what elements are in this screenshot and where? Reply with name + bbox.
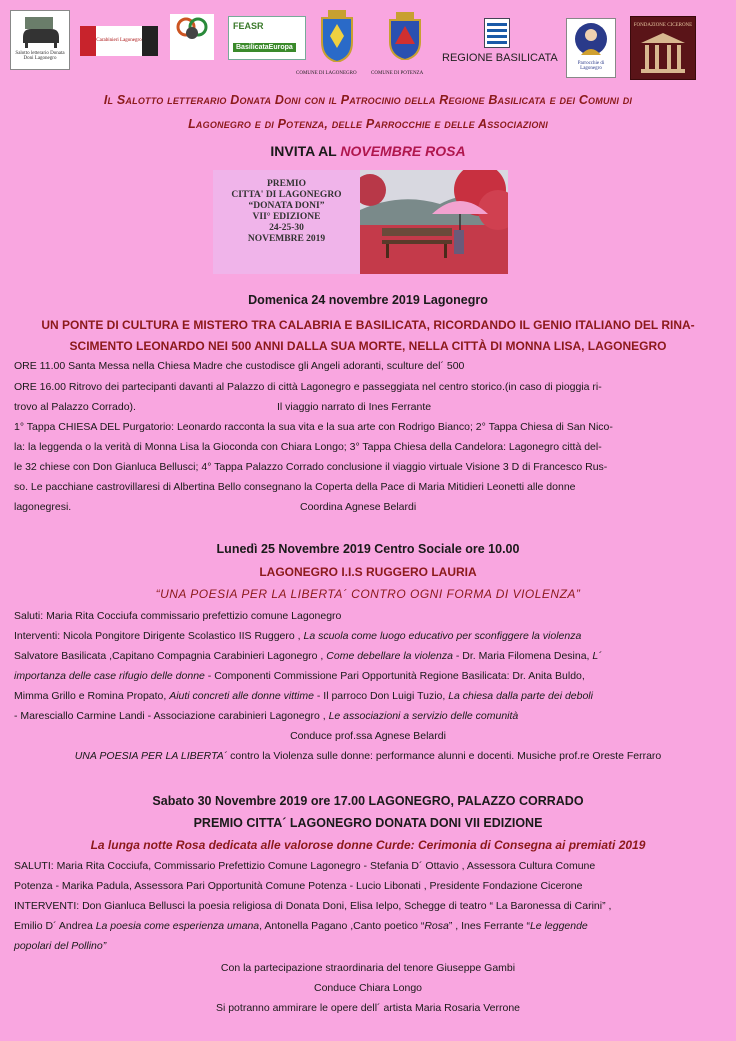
madonna-icon [567,19,615,59]
novembre-rosa: NOVEMBRE ROSA [340,143,466,159]
feasr-sub-text: BasilicataEuropa [233,43,296,52]
day2-line-8: UNA POESIA PER LA LIBERTA´ contro la Violenza sulle donne: performance alunni e docenti. Musiche prof.re Oreste Ferraro [74,750,662,762]
day3-line-2: Potenza - Marika Padula, Assessora Pari Opportunità Comune Potenza - Lucio Libonati , Presidente Fondazione Cicerone [14,880,583,892]
carabinieri-assoc-logo [80,26,158,56]
header-line-2: Lagonegro e di Potenza, delle Parrocchie e delle Associazioni [188,117,548,131]
day2-line-2: Interventi: Nicola Pongitore Dirigente Scolastico IIS Ruggero , La scuola come luogo educativo per sconfiggere la violenza [14,630,582,642]
day1-title: Domenica 24 novembre 2019 Lagonegro [248,293,488,307]
day2-sub-1: LAGONEGRO I.I.S RUGGERO LAURIA [259,565,477,579]
day2-line-6: - Maresciallo Carmine Landi - Associazione carabinieri Lagonegro , Le associazioni a servizio delle comunità [14,710,519,722]
header-line-1: Il Salotto letterario Donata Doni con il Patrocinio della Regione Basilicata e dei Comuni di [103,93,633,107]
comune-lagonegro-crest-icon [320,10,354,62]
day1-line-2: ORE 16.00 Ritrovo dei partecipanti davanti al Palazzo di città Lagonegro e passeggiata nel centro storico.(in caso di pioggia ri- [14,381,602,393]
parrocchia-text: Parrocchie di Lagonegro [577,61,605,71]
day3-line-4: Emilio D´ Andrea La poesia come esperienza umana, Antonella Pagano ,Canto poetico “Rosa” , Ines Ferrante “Le leggende [14,920,588,932]
day3-line-5: popolari del Pollino” [14,940,107,952]
premio-l4: VII° EDIZIONE [252,212,321,222]
fondazione-text: FONDAZIONE CICERONE [633,23,693,28]
premio-l1: PREMIO [266,179,307,189]
day2-sub-2: “UNA POESIA PER LA LIBERTA´ CONTRO OGNI FORMA DI VIOLENZA” [155,587,581,601]
day1-line-3: trovo al Palazzo Corrado). Il viaggio narrato di Ines Ferrante [14,401,432,413]
premio-l6: NOVEMBRE 2019 [247,234,326,244]
day2-line-3: Salvatore Basilicata ,Capitano Compagnia Carabinieri Lagonegro , Come debellare la violenza - Dr. Maria Filomena Desina, L´ [14,650,602,662]
salotto-logo [10,10,70,70]
day3-line-6: Con la partecipazione straordinaria del tenore Giuseppe Gambi [220,962,516,974]
anmil-logo [170,14,214,60]
day1-sub-1: UN PONTE DI CULTURA E MISTERO TRA CALABRIA E BASILICATA, RICORDANDO IL GENIO ITALIANO DEL RINA- [41,318,695,332]
carabinieri-assoc-text: Carabinieri Lagonegro [96,38,142,43]
day1-line-4: 1° Tappa CHIESA DEL Purgatorio: Leonardo racconta la sua vita e la sua arte con Rodrigo Bianco; 2° Tappa Chiesa di San Nico- [14,421,613,433]
fondazione-logo [630,16,696,80]
regione-label: REGIONE BASILICATA [442,52,558,64]
feasr-logo [228,16,306,60]
day3-line-7: Conduce Chiara Longo [314,982,422,994]
day3-line-1: SALUTI: Maria Rita Cocciufa, Commissario Prefettizio Comune Lagonegro - Stefania D´ Ottavio , Assessora Cultura Comune [14,860,596,872]
temple-icon [631,29,695,79]
premio-l3: “DONATA DONI” [248,201,325,211]
regione-flag-icon [484,18,510,48]
premio-l2: CITTA' DI LAGONEGRO [231,190,342,200]
day1-line-5: la: la leggenda o la verità di Monna Lisa la Gioconda con Chiara Longo; 3° Tappa Chiesa della Candelora: Lagonegro città del- [14,441,602,453]
day1-line-8: lagonegresi. Coordina Agnese Belardi [14,501,417,513]
day2-line-7: Conduce prof.ssa Agnese Belardi [290,730,446,742]
day1-line-1: ORE 11.00 Santa Messa nella Chiesa Madre che custodisce gli Angeli adoranti, sculture del´ 500 [14,360,465,372]
day3-sub-2: La lunga notte Rosa dedicata alle valorose donne Curde: Cerimonia di Consegna ai premiati 2019 [90,838,646,852]
day2-line-1: Saluti: Maria Rita Cocciufa commissario prefettizio comune Lagonegro [14,610,342,622]
day3-sub-1: PREMIO CITTA´ LAGONEGRO DONATA DONI VII EDIZIONE [193,816,543,830]
day1-line-7: so. Le pacchiane castrovillaresi di Albertina Bello consegnano la Coperta della Pace di Maria Mitidieri Leonetti alle donne [14,481,576,493]
day1-sub-2: SCIMENTO LEONARDO NEI 500 ANNI DALLA SUA MORTE, NELLA CITTÀ DI MONNA LISA, LAGONEGRO [69,339,667,353]
comune-potenza-crest-icon [388,12,422,60]
salotto-logo-text: Salotto letterario Donata Doni Lagonegro [15,51,65,61]
day3-line-3: INTERVENTI: Don Gianluca Bellusci la poesia religiosa di Donata Doni, Elisa Ielpo, Schegge di teatro “ La Baronessa di Carini” , [14,900,612,912]
day3-title: Sabato 30 Novembre 2019 ore 17.00 LAGONEGRO, PALAZZO CORRADO [152,794,584,808]
day1-line-6: le 32 chiese con Don Gianluca Bellusci; 4° Tappa Palazzo Corrado conclusione il viaggio virtuale Visione 3 D di Francesco Rus- [14,461,608,473]
day2-line-5: Mimma Grillo e Romina Propato, Aiuti concreti alle donne vittime - Il parroco Don Luigi Tuzio, La chiesa dalla parte dei deboli [14,690,593,702]
day3-line-8: Si potranno ammirare le opere dell´ artista Maria Rosaria Verrone [215,1002,521,1014]
invita-heading: INVITA AL NOVEMBRE ROSA [270,143,466,159]
rings-icon [170,14,214,44]
bench-umbrella-photo [360,170,508,274]
comune-lagonegro-label: COMUNE DI LAGONEGRO [296,71,357,76]
feasr-text: FEASR [233,21,264,31]
premio-box [213,170,360,274]
sofa-icon [11,13,69,53]
premio-l5: 24-25-30 [269,223,304,233]
parrocchia-logo [566,18,616,78]
day2-title: Lunedì 25 Novembre 2019 Centro Sociale ore 10.00 [216,542,520,556]
comune-potenza-label: COMUNE DI POTENZA [371,71,424,76]
day2-line-4: importanza delle case rifugio delle donne - Componenti Commissione Pari Opportunità Regione Basilicata: Dr. Anita Buldo, [14,670,585,682]
